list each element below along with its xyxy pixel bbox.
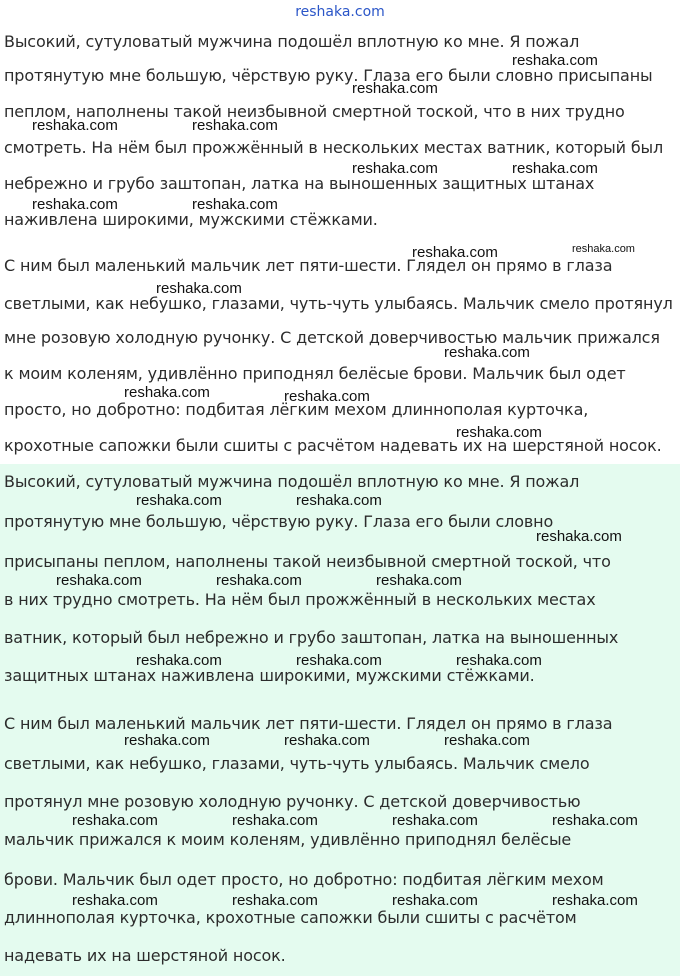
watermark: reshaka.com <box>136 492 222 509</box>
watermark: reshaka.com <box>444 344 530 361</box>
text-line: мальчик прижался к моим коленям, удивлённо приподнял белёсые <box>4 830 572 849</box>
text-line: наживлена широкими, мужскими стёжками. <box>4 210 378 229</box>
watermark: reshaka.com <box>552 892 638 909</box>
text-line: просто, но добротно: подбитая лёгким мехом длиннополая курточка, <box>4 400 589 419</box>
watermark: reshaka.com <box>412 244 498 261</box>
watermark: reshaka.com <box>124 732 210 749</box>
text-line: защитных штанах наживлена широкими, мужскими стёжками. <box>4 666 535 685</box>
text-line: Высокий, сутуловатый мужчина подошёл вплотную ко мне. Я пожал <box>4 32 580 51</box>
text-line: Высокий, сутуловатый мужчина подошёл вплотную ко мне. Я пожал <box>4 472 580 491</box>
text-line: протянутую мне большую, чёрствую руку. Глаза его были словно <box>4 512 554 531</box>
watermark: reshaka.com <box>232 812 318 829</box>
watermark: reshaka.com <box>352 80 438 97</box>
text-line: надевать их на шерстяной носок. <box>4 946 286 965</box>
text-line: пеплом, наполнены такой неизбывной смертной тоской, что в них трудно <box>4 102 625 121</box>
watermark: reshaka.com <box>192 196 278 213</box>
watermark: reshaka.com <box>392 892 478 909</box>
watermark: reshaka.com <box>296 652 382 669</box>
watermark: reshaka.com <box>284 732 370 749</box>
watermark: reshaka.com <box>72 892 158 909</box>
watermark: reshaka.com <box>376 572 462 589</box>
watermark: reshaka.com <box>392 812 478 829</box>
watermark: reshaka.com <box>352 160 438 177</box>
watermark: reshaka.com <box>156 280 242 297</box>
watermark: reshaka.com <box>296 492 382 509</box>
text-line: ватник, который был небрежно и грубо заштопан, латка на выношенных <box>4 628 619 647</box>
watermark: reshaka.com <box>444 732 530 749</box>
watermark: reshaka.com <box>536 528 622 545</box>
text-line: крохотные сапожки были сшиты с расчётом надевать их на шерстяной носок. <box>4 436 662 455</box>
watermark: reshaka.com <box>512 52 598 69</box>
text-line: светлыми, как небушко, глазами, чуть-чуть улыбаясь. Мальчик смело <box>4 754 590 773</box>
watermark: reshaka.com <box>552 812 638 829</box>
watermark: reshaka.com <box>456 424 542 441</box>
watermark: reshaka.com <box>32 196 118 213</box>
text-line: мне розовую холодную ручонку. С детской доверчивостью мальчик прижался <box>4 328 660 347</box>
watermark: reshaka.com <box>572 243 635 255</box>
text-line: светлыми, как небушко, глазами, чуть-чуть улыбаясь. Мальчик смело протянул <box>4 294 673 313</box>
watermark: reshaka.com <box>232 892 318 909</box>
text-line: смотреть. На нём был прожжённый в нескольких местах ватник, который был <box>4 138 664 157</box>
text-line: С ним был маленький мальчик лет пяти-шести. Глядел он прямо в глаза <box>4 714 613 733</box>
text-line: длиннополая курточка, крохотные сапожки были сшиты с расчётом <box>4 908 577 927</box>
watermark: reshaka.com <box>32 117 118 134</box>
text-line: брови. Мальчик был одет просто, но добротно: подбитая лёгким мехом <box>4 870 604 889</box>
text-line: к моим коленям, удивлённо приподнял белёсые брови. Мальчик был одет <box>4 364 626 383</box>
text-line: С ним был маленький мальчик лет пяти-шести. Глядел он прямо в глаза <box>4 256 613 275</box>
text-line: протянутую мне большую, чёрствую руку. Глаза его были словно присыпаны <box>4 66 653 85</box>
watermark: reshaka.com <box>512 160 598 177</box>
watermark: reshaka.com <box>124 384 210 401</box>
watermark: reshaka.com <box>216 572 302 589</box>
site-header-link[interactable]: reshaka.com <box>295 4 385 20</box>
text-line: в них трудно смотреть. На нём был прожжённый в нескольких местах <box>4 590 596 609</box>
watermark: reshaka.com <box>56 572 142 589</box>
text-line: небрежно и грубо заштопан, латка на выношенных защитных штанах <box>4 174 595 193</box>
watermark: reshaka.com <box>284 388 370 405</box>
watermark: reshaka.com <box>192 117 278 134</box>
text-line: присыпаны пеплом, наполнены такой неизбывной смертной тоской, что <box>4 552 611 571</box>
text-line: протянул мне розовую холодную ручонку. С детской доверчивостью <box>4 792 581 811</box>
watermark: reshaka.com <box>456 652 542 669</box>
watermark: reshaka.com <box>72 812 158 829</box>
watermark: reshaka.com <box>136 652 222 669</box>
